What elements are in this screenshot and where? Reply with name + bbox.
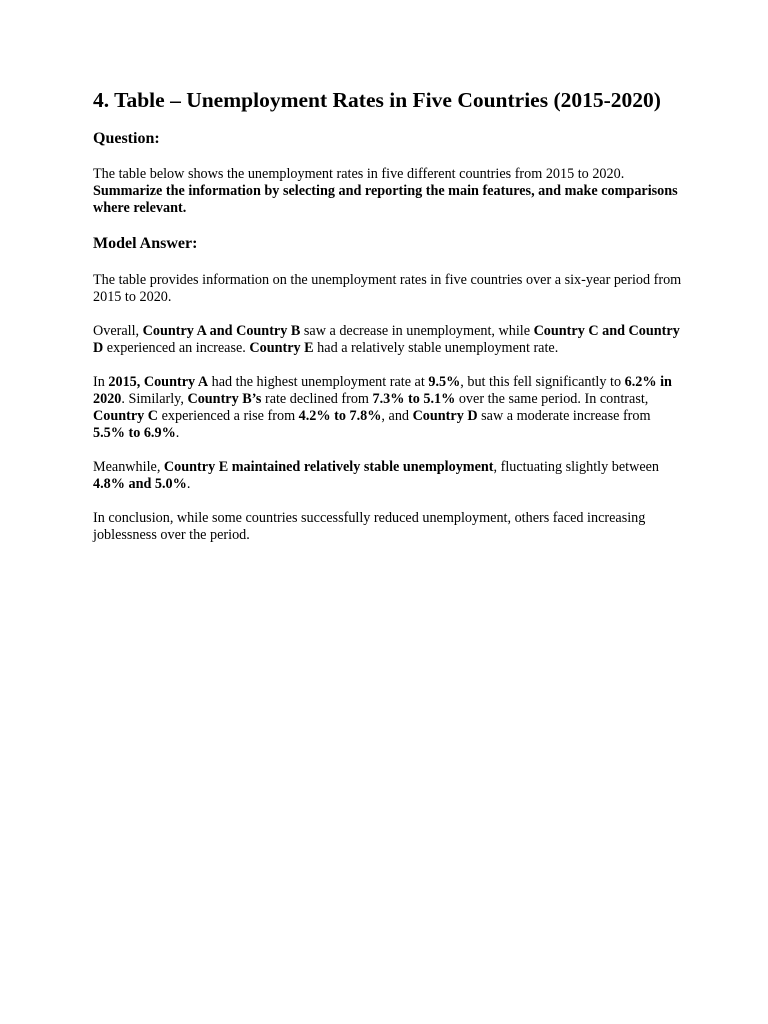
page-title: 4. Table – Unemployment Rates in Five Countries (2015-2020) <box>93 88 661 112</box>
bold-run: Country A and Country B <box>142 323 301 339</box>
text-run: had a relatively stable unemployment rate. <box>313 340 559 356</box>
question-instruction: Summarize the information by selecting and reporting the main features, and make comparisons where relevant. <box>93 183 678 216</box>
bold-run: 5.5% to 6.9% <box>93 425 176 441</box>
text-run: saw a decrease in unemployment, while <box>300 323 534 339</box>
bold-run: Country C and Country D <box>93 323 680 356</box>
text-run: , fluctuating slightly between <box>493 459 660 475</box>
intro-paragraph: The table provides information on the unemployment rates in five countries over a six-year period from 2015 to 2020. <box>93 272 682 305</box>
model-answer-heading: Model Answer: <box>93 235 198 252</box>
bold-run: Country E <box>249 340 314 356</box>
bold-run: Country B’s <box>187 391 262 407</box>
text-run: , and <box>381 408 413 424</box>
text-run: saw a moderate increase from <box>477 408 651 424</box>
text-run: over the same period. In contrast, <box>455 391 649 407</box>
bold-run: 7.3% to 5.1% <box>372 391 456 407</box>
text-run: In <box>93 374 109 390</box>
text-run: , but this fell significantly to <box>460 374 625 390</box>
question-heading: Question: <box>93 130 160 147</box>
text-run: . <box>175 425 180 441</box>
text-run: Overall, <box>93 323 143 339</box>
bold-run: Country C <box>93 408 159 424</box>
bold-run: 9.5% <box>428 374 461 390</box>
conclusion-paragraph: In conclusion, while some countries successfully reduced unemployment, others faced increasing joblessness over the period. <box>93 510 646 543</box>
details-paragraph <box>93 374 683 442</box>
bold-run: 4.2% to 7.8% <box>298 408 382 424</box>
text-run: experienced a rise from <box>158 408 299 424</box>
text-run: had the highest unemployment rate at <box>208 374 429 390</box>
meanwhile-paragraph <box>93 459 683 493</box>
text-run: Meanwhile, <box>93 459 164 475</box>
text-run: experienced an increase. <box>103 340 250 356</box>
bold-run: 6.2% in 2020 <box>93 374 672 407</box>
question-text: The table below shows the unemployment rates in five different countries from 2015 to 2020. <box>93 166 625 182</box>
bold-run: Country E maintained relatively stable unemployment <box>163 459 494 475</box>
question-paragraph <box>93 166 683 217</box>
bold-run: 2015, Country A <box>108 374 209 390</box>
overview-paragraph <box>93 323 683 357</box>
bold-run: Country D <box>412 408 478 424</box>
text-run: rate declined from <box>261 391 373 407</box>
bold-run: 4.8% and 5.0% <box>93 476 187 492</box>
text-run: . <box>186 476 191 492</box>
text-run: . Similarly, <box>121 391 188 407</box>
document-page <box>93 88 683 544</box>
